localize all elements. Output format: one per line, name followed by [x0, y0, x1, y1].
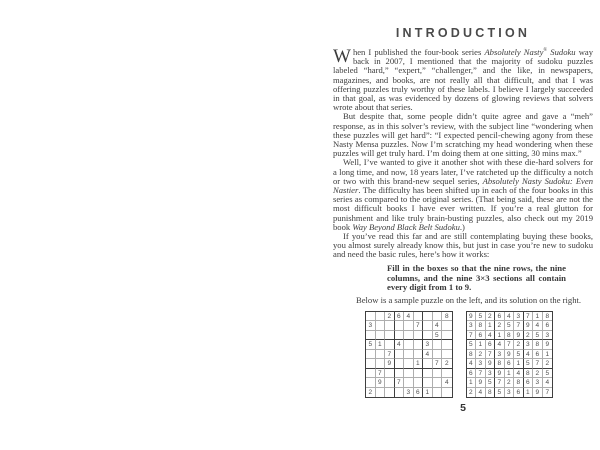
sudoku-cell: 7 [376, 369, 386, 379]
sudoku-cell [442, 388, 452, 398]
sudoku-cell: 7 [533, 359, 543, 369]
sudoku-cell: 2 [476, 350, 486, 360]
sudoku-cell: 2 [467, 388, 477, 398]
paragraph [333, 48, 593, 112]
sudoku-cell: 6 [476, 331, 486, 341]
page-number: 5 [460, 402, 466, 415]
sudoku-cell: 8 [486, 388, 496, 398]
sudoku-cell: 8 [505, 331, 515, 341]
intro-page [333, 26, 593, 414]
sudoku-cell: 1 [524, 388, 534, 398]
sudoku-cell: 5 [433, 331, 443, 341]
sudoku-cell: 1 [486, 321, 496, 331]
sudoku-cell: 6 [414, 388, 424, 398]
sudoku-cell: 2 [543, 359, 553, 369]
sudoku-cell: 3 [423, 340, 433, 350]
sudoku-cell [385, 340, 395, 350]
sudoku-cell: 9 [467, 312, 477, 322]
sudoku-grids [365, 311, 593, 399]
sudoku-cell [376, 388, 386, 398]
sudoku-cell [414, 378, 424, 388]
sudoku-cell [385, 378, 395, 388]
sudoku-cell: 7 [395, 378, 405, 388]
text-segment: Absolutely Nasty Sudoku: Even Nastier [333, 175, 593, 196]
sudoku-cell: 2 [495, 321, 505, 331]
sudoku-cell: 9 [476, 378, 486, 388]
sudoku-cell: 3 [495, 350, 505, 360]
sudoku-cell [385, 369, 395, 379]
sudoku-cell: 3 [467, 321, 477, 331]
sudoku-cell [414, 350, 424, 360]
sudoku-cell [442, 369, 452, 379]
sudoku-cell: 7 [467, 331, 477, 341]
text-segment: But despite that, some people didn’t quite agree and gave a “meh” response, as in this solver’s review, with the subject line “wondering when these puzzles will get hard”: “I expected pencil-chewing agony from these Nasty Mensa puzzles. Now I’m scratching my head wondering when these puzzles will get truly hard. I’m doing them at one sitting, 30 mins max.” [333, 111, 593, 159]
text-segment: hen I published the four-book series [352, 47, 485, 57]
sudoku-cell: 6 [486, 340, 496, 350]
sudoku-cell: 3 [366, 321, 376, 331]
sudoku-cell [376, 350, 386, 360]
sudoku-cell [423, 331, 433, 341]
sudoku-cell: 1 [376, 340, 386, 350]
sudoku-cell: 1 [476, 340, 486, 350]
sudoku-cell: 7 [524, 312, 534, 322]
sudoku-cell: 4 [533, 321, 543, 331]
sudoku-cell: 9 [385, 359, 395, 369]
sudoku-cell: 6 [533, 350, 543, 360]
rules-callout: Fill in the boxes so that the nine rows, the nine columns, and the nine 3×3 sections all contain every digit from 1 to 9. [387, 262, 566, 293]
sudoku-cell: 5 [366, 340, 376, 350]
sudoku-cell [433, 369, 443, 379]
sudoku-cell: 4 [404, 312, 414, 322]
sudoku-cell [366, 359, 376, 369]
sudoku-cell [414, 312, 424, 322]
sudoku-cell: 4 [514, 369, 524, 379]
text-segment: .) [459, 221, 465, 232]
sudoku-cell [442, 350, 452, 360]
grids-caption: Below is a sample puzzle on the left, and its solution on the right. [356, 295, 582, 306]
sudoku-cell: 9 [543, 340, 553, 350]
sudoku-cell [404, 321, 414, 331]
sudoku-cell: 4 [467, 359, 477, 369]
text-segment: Way Beyond Black Belt Sudoku [352, 221, 460, 232]
sudoku-cell: 4 [543, 378, 553, 388]
sudoku-cell: 2 [366, 388, 376, 398]
sudoku-cell [376, 359, 386, 369]
sudoku-cell: 5 [533, 331, 543, 341]
sudoku-cell: 1 [543, 350, 553, 360]
sudoku-cell: 9 [376, 378, 386, 388]
sudoku-cell [376, 331, 386, 341]
text-segment: Absolutely Nasty [484, 47, 544, 57]
sudoku-cell [376, 321, 386, 331]
sudoku-cell: 6 [467, 369, 477, 379]
intro-paragraphs [333, 48, 593, 260]
sudoku-cell: 5 [514, 350, 524, 360]
sudoku-cell: 6 [514, 388, 524, 398]
sudoku-cell [366, 350, 376, 360]
sudoku-cell: 2 [486, 312, 496, 322]
sudoku-cell: 5 [505, 321, 515, 331]
sudoku-cell [433, 350, 443, 360]
sudoku-cell: 7 [545, 389, 550, 397]
sudoku-cell [404, 350, 414, 360]
sudoku-cell: 6 [524, 378, 534, 388]
sudoku-cell: 4 [495, 340, 505, 350]
sudoku-cell [442, 321, 452, 331]
sudoku-cell: 4 [486, 331, 496, 341]
sudoku-cell: 7 [514, 321, 524, 331]
sudoku-cell [395, 369, 405, 379]
sudoku-cell: 8 [476, 321, 486, 331]
sudoku-cell [433, 340, 443, 350]
sudoku-cell: 5 [476, 312, 486, 322]
sudoku-cell [404, 331, 414, 341]
sudoku-cell: 9 [514, 331, 524, 341]
sudoku-cell [366, 312, 376, 322]
text-segment: . The difficulty has been shifted up in each of the four books in this series as compared to the original series. (That being said, these are not the most difficult books I have ever written. If you’re a real glutton for punishment and like truly brain-busting puzzles, also check out my 2019 book [333, 185, 593, 232]
sudoku-cell [404, 369, 414, 379]
sudoku-cell: 4 [433, 321, 443, 331]
sudoku-cell [385, 388, 395, 398]
sudoku-cell [433, 312, 443, 322]
sudoku-cell: 5 [486, 378, 496, 388]
sudoku-cell: 9 [486, 359, 496, 369]
sudoku-cell: 2 [514, 340, 524, 350]
sudoku-cell: 6 [505, 359, 515, 369]
sudoku-cell: 3 [476, 359, 486, 369]
paragraph [333, 158, 593, 232]
sudoku-cell: 7 [486, 350, 496, 360]
sudoku-cell [414, 340, 424, 350]
sudoku-cell: 5 [524, 359, 534, 369]
sudoku-cell: 8 [514, 378, 524, 388]
sudoku-cell: 1 [495, 331, 505, 341]
sudoku-cell [423, 359, 433, 369]
sudoku-cell [395, 359, 405, 369]
sudoku-cell [395, 350, 405, 360]
sudoku-cell: 4 [476, 388, 486, 398]
sudoku-cell: 3 [543, 331, 553, 341]
sudoku-cell [442, 340, 452, 350]
sudoku-cell: 8 [442, 312, 452, 322]
sudoku-cell [404, 340, 414, 350]
sudoku-cell [423, 378, 433, 388]
sudoku-cell [414, 331, 424, 341]
sudoku-cell: 6 [495, 312, 505, 322]
sudoku-cell: 8 [533, 340, 543, 350]
sudoku-cell: 7 [476, 369, 486, 379]
sudoku-cell [376, 312, 386, 322]
sudoku-cell [442, 331, 452, 341]
sudoku-cell: 4 [442, 378, 452, 388]
sudoku-cell: 3 [533, 378, 543, 388]
sudoku-cell: 9 [524, 321, 534, 331]
sudoku-cell: 7 [433, 359, 443, 369]
page-title: INTRODUCTION [395, 26, 531, 40]
sudoku-cell: 3 [404, 388, 414, 398]
sudoku-cell [395, 388, 405, 398]
sudoku-cell [414, 369, 424, 379]
sudoku-cell: 7 [414, 321, 424, 331]
sudoku-cell [433, 378, 443, 388]
sudoku-cell: 8 [467, 350, 477, 360]
sudoku-cell [423, 321, 433, 331]
sudoku-cell: 7 [495, 378, 505, 388]
sudoku-cell: 3 [524, 340, 534, 350]
solution-grid [466, 311, 554, 399]
sudoku-cell [423, 312, 433, 322]
sudoku-cell: 7 [505, 340, 515, 350]
puzzle-grid [365, 311, 453, 399]
text-segment: way back in 2007, I mentioned that the majority of sudoku puzzles labeled “hard,” “expert,” “challenger,” and the like, in newspapers, magazines, and books, are not really all that difficult, and that I was offering puzzles truly worthy of these labels. I believe I largely succeeded in that goal, as was evidenced by dozens of glowing reviews that solvers wrote about that series. [333, 47, 594, 113]
sudoku-cell: 1 [414, 359, 424, 369]
sudoku-cell: 8 [543, 312, 553, 322]
sudoku-cell: 5 [467, 340, 477, 350]
sudoku-cell: 1 [423, 388, 433, 398]
sudoku-cell: 2 [524, 331, 534, 341]
sudoku-cell: 1 [533, 312, 543, 322]
sudoku-cell: 2 [385, 312, 395, 322]
sudoku-cell: 2 [505, 378, 515, 388]
sudoku-cell: 1 [514, 359, 524, 369]
sudoku-cell: 4 [423, 350, 433, 360]
sudoku-cell: 1 [467, 378, 477, 388]
sudoku-cell: 2 [442, 359, 452, 369]
sudoku-cell [385, 331, 395, 341]
text-segment: Well, I’ve wanted to give it another shot with these die-hard solvers for a long time, and now, 18 years later, I’ve ratcheted up the difficulty a notch or two with this brand-new sequel series, [333, 157, 593, 186]
paragraph [333, 232, 593, 260]
sudoku-cell: 8 [495, 359, 505, 369]
sudoku-cell: 9 [495, 369, 505, 379]
sudoku-cell: 9 [505, 350, 515, 360]
sudoku-cell: 5 [543, 369, 553, 379]
sudoku-cell: 3 [486, 369, 496, 379]
sudoku-cell: 6 [395, 312, 405, 322]
sudoku-cell [423, 369, 433, 379]
sudoku-cell [366, 369, 376, 379]
sudoku-cell: 2 [533, 369, 543, 379]
sudoku-cell: 4 [505, 312, 515, 322]
sudoku-cell [385, 321, 395, 331]
sudoku-cell: 1 [505, 369, 515, 379]
sudoku-cell [433, 388, 443, 398]
text-segment: ® [543, 48, 548, 54]
sudoku-cell: 9 [533, 388, 543, 398]
sudoku-cell [395, 331, 405, 341]
sudoku-cell: 6 [543, 321, 553, 331]
sudoku-cell: 3 [505, 388, 515, 398]
sudoku-cell: 4 [524, 350, 534, 360]
drop-cap: W [333, 46, 351, 67]
sudoku-cell [366, 378, 376, 388]
sudoku-cell: 5 [495, 388, 505, 398]
text-segment: If you’ve read this far and are still contemplating buying these books, you almost surely already know this, but just in case you’re new to sudoku and need the basic rules, here’s how it works: [333, 231, 593, 260]
sudoku-cell [404, 378, 414, 388]
sudoku-cell: 8 [524, 369, 534, 379]
sudoku-cell [395, 321, 405, 331]
sudoku-cell: 4 [395, 340, 405, 350]
paragraph [333, 112, 593, 158]
sudoku-cell: 7 [385, 350, 395, 360]
sudoku-cell [404, 359, 414, 369]
text-segment: Sudoku [550, 47, 576, 57]
sudoku-cell [366, 331, 376, 341]
sudoku-cell: 3 [514, 312, 524, 322]
